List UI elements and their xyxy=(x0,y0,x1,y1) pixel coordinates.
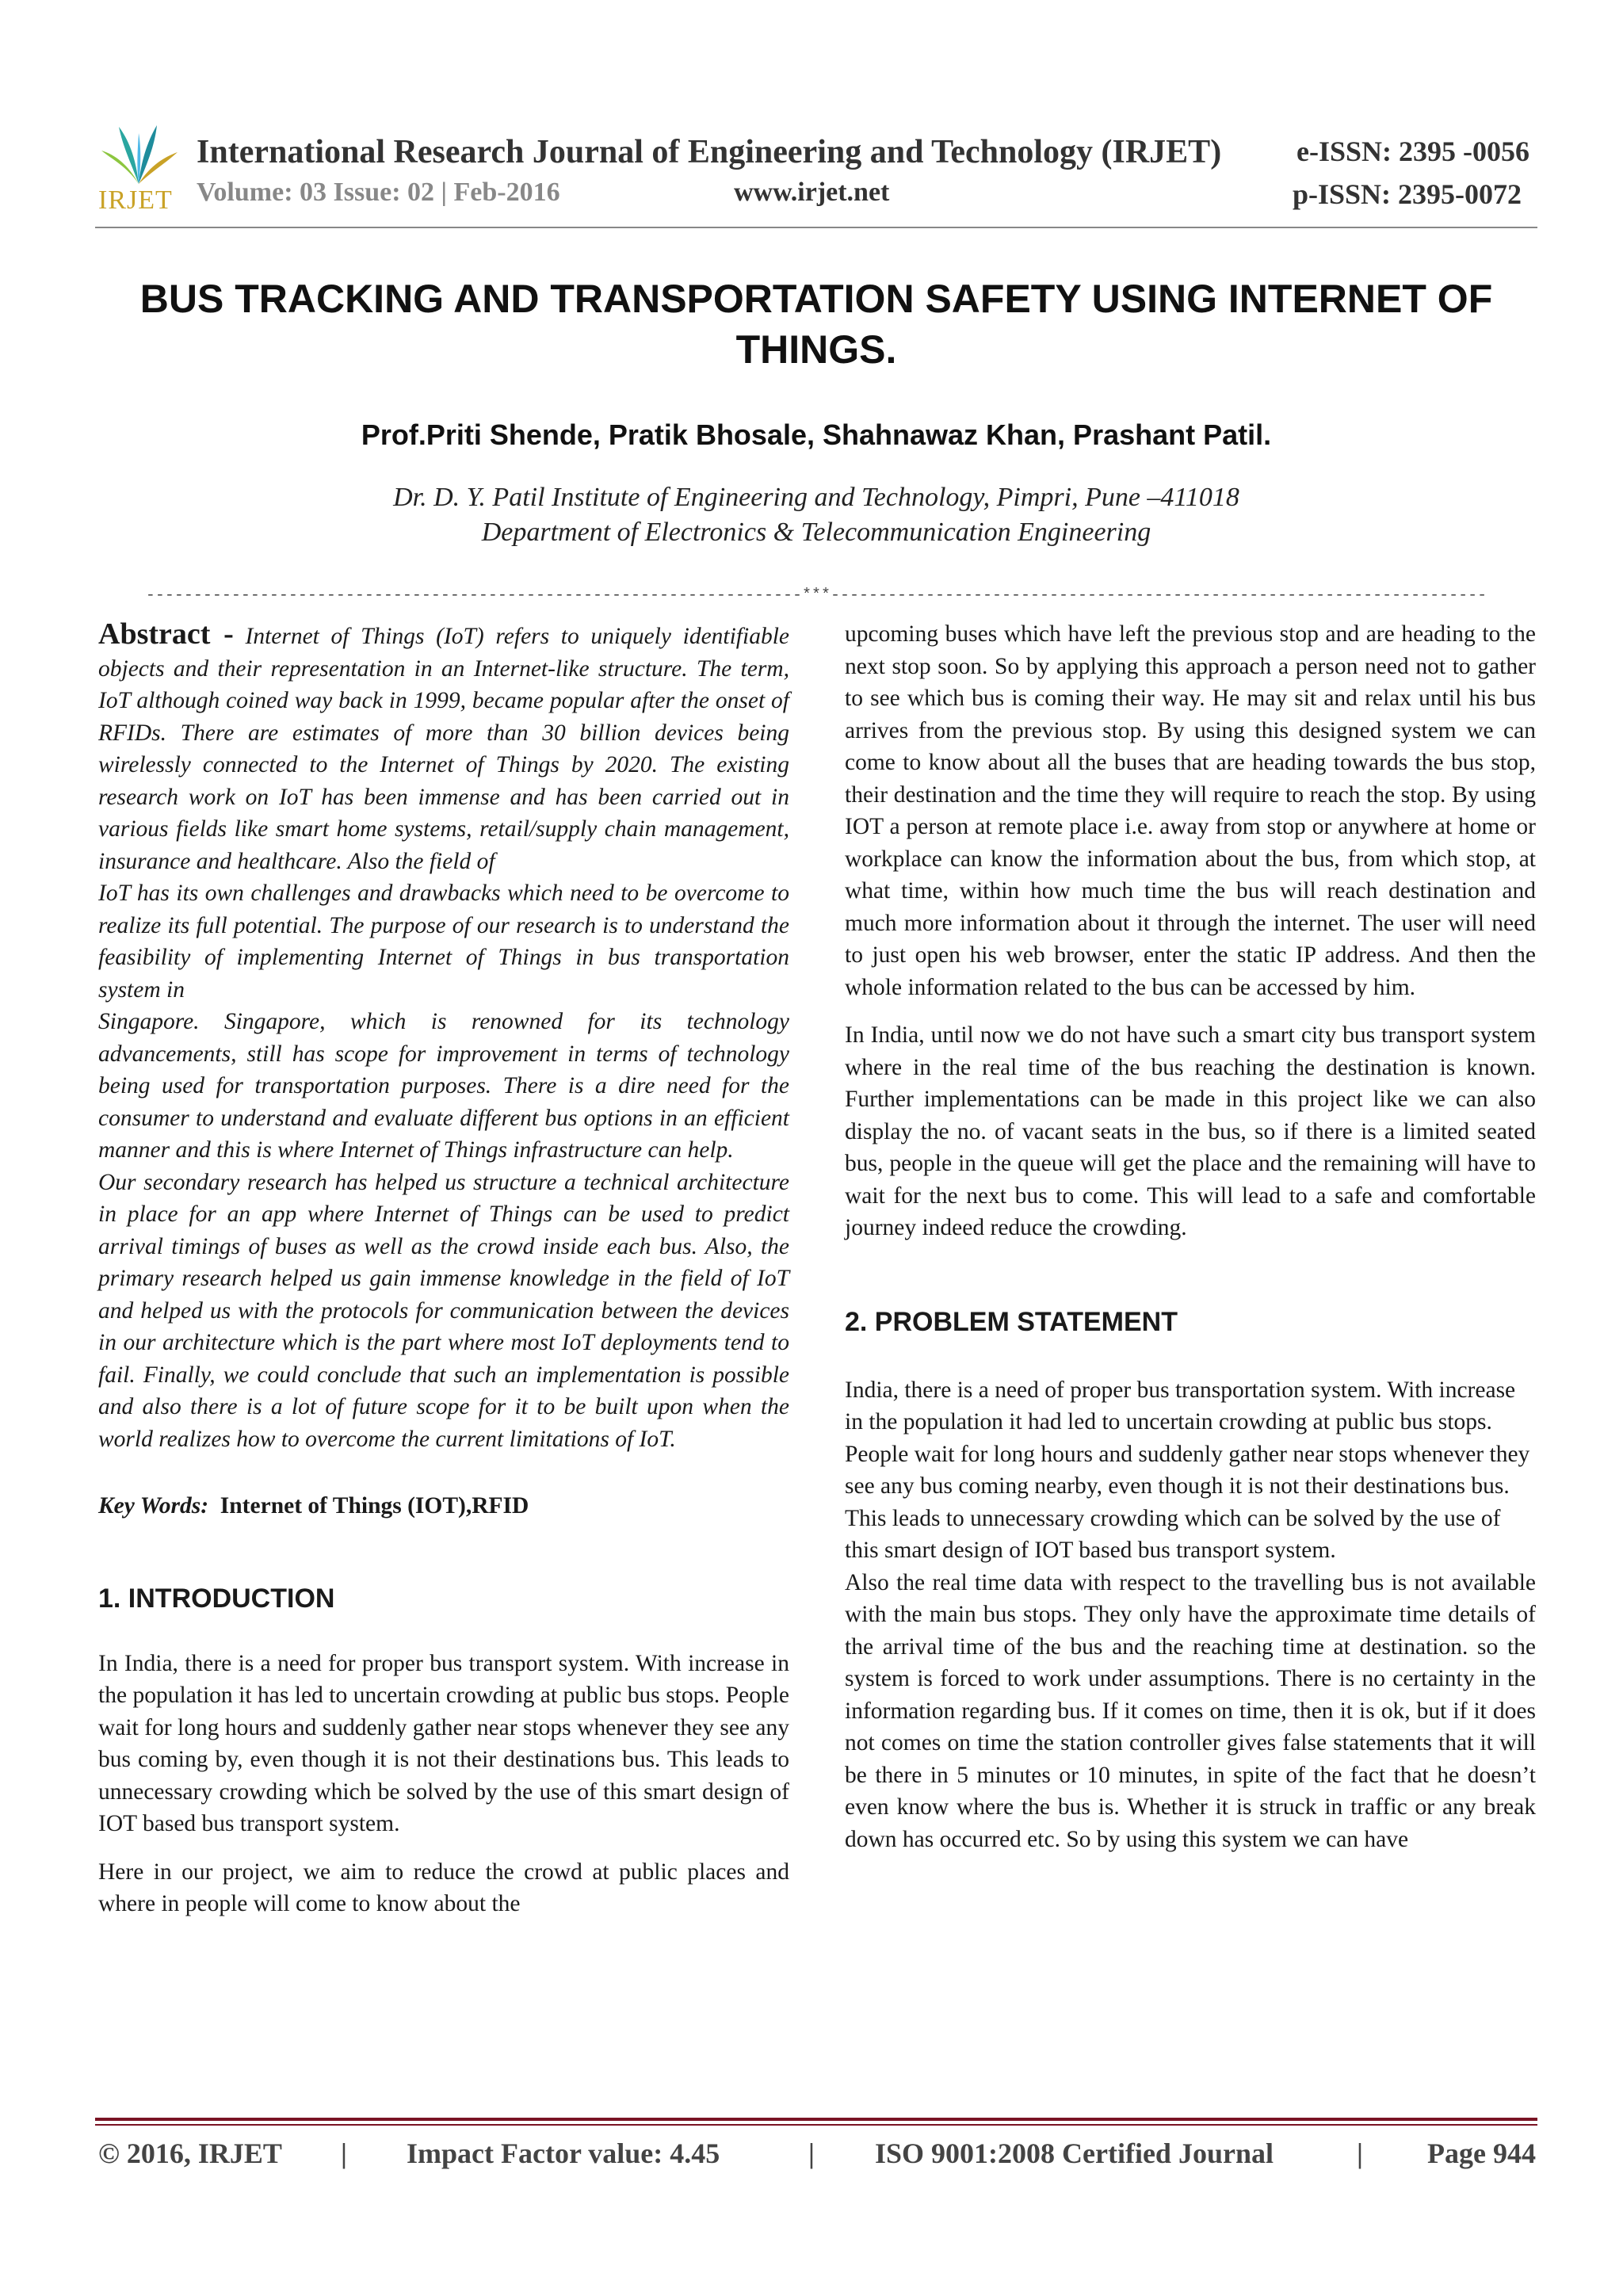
journal-title: International Research Journal of Engineering and Technology (IRJET) xyxy=(197,134,1222,170)
eissn: e-ISSN: 2395 -0056 xyxy=(1296,136,1529,167)
footer-impact-factor: Impact Factor value: 4.45 xyxy=(407,2137,720,2169)
paper-affiliation xyxy=(95,480,1537,550)
logo-text: IRJET xyxy=(98,185,173,215)
problem-statement-heading: 2. PROBLEM STATEMENT xyxy=(845,1306,1178,1337)
introduction-paragraph-3: upcoming buses which have left the previous stop and are heading to the next stop soon. So by applying this approach a person need not to gather to see which bus is coming their way. He may sit and relax until his bus arrives from the previous stop. By using this designed system we can come to know about all the buses that are heading towards the bus stop, their destination and the time they will require to reach the stop. By using IOT a person at remote place i.e. away from stop or anywhere at home or workplace can know the information about the bus, from which stop, at what time, within how much time the bus will reach destination and much more information about it through the internet. The user will need to just open his web browser, enter the static IP address. And then the whole information related to the bus can be accessed by him. xyxy=(845,621,1536,1000)
abstract-block xyxy=(98,618,789,877)
right-column xyxy=(845,618,1536,1855)
paper-title xyxy=(95,273,1537,375)
journal-website[interactable]: www.irjet.net xyxy=(734,178,890,207)
pissn: p-ISSN: 2395-0072 xyxy=(1292,178,1522,210)
problem-paragraph-2: Also the real time data with respect to the travelling bus is not available with the main bus stops. They only have the approximate time details of the arrival time of the bus and the reaching time at destination. so the system is forced to work under assumptions. There is no certainty in the information regarding bus. If it comes on time, then it is ok, but if it does not comes on time the station controller gives false statements that it will be there in 5 minutes or 10 minutes, in spite of the fact that he doesn’t even know where the bus is. Whether it is struck in traffic or any break down has occurred etc. So by using this system we can have xyxy=(845,1569,1536,1852)
introduction-heading: 1. INTRODUCTION xyxy=(98,1583,335,1614)
footer-separator-1: | xyxy=(341,2137,347,2169)
abstract-paragraph-2: IoT has its own challenges and drawbacks which need to be overcome to realize its full potential. The purpose of our research is to understand the feasibility of implementing Internet of Things in bus transportation system in xyxy=(98,881,789,1003)
keywords-line xyxy=(98,1490,789,1522)
volume-issue: Volume: 03 Issue: 02 | Feb-2016 xyxy=(197,178,560,207)
footer-page-number: Page 944 xyxy=(1427,2137,1536,2169)
abstract-label: Abstract - xyxy=(98,617,234,651)
introduction-paragraph-4: In India, until now we do not have such a smart city bus transport system where in the real time of the bus reaching the destination is known. Further implementations can be made in this project like we can also display the no. of vacant seats in the bus, so if there is a limited seated bus, people in the queue will get the place and the remaining will have to wait for the next bus to come. This will lead to a safe and comfortable journey indeed reduce the crowding. xyxy=(845,1022,1536,1240)
irjet-logo-mark xyxy=(95,119,182,190)
title-line-1: BUS TRACKING AND TRANSPORTATION SAFETY USING INTERNET OF xyxy=(139,277,1493,321)
abstract-paragraph-4: Our secondary research has helped us structure a technical architecture in place for an app where Internet of Things can be used to predict arrival timings of buses as well as the crowd inside each bus. Also, the primary research helped us gain immense knowledge in the field of IoT and helped us with the protocols for communication between the devices in our architecture which is the part where most IoT deployments tend to fail. Finally, we could conclude that such an implementation is possible and also there is a lot of future scope for it to be built upon when the world realizes how to overcome the current limitations of IoT. xyxy=(98,1169,789,1452)
footer-iso: ISO 9001:2008 Certified Journal xyxy=(875,2137,1274,2169)
irjet-logo xyxy=(95,119,182,222)
affiliation-line-1: Dr. D. Y. Patil Institute of Engineering and Technology, Pimpri, Pune –411018 xyxy=(393,483,1239,512)
keywords-value: Internet of Things (IOT),RFID xyxy=(220,1493,529,1519)
footer-separator-3: | xyxy=(1357,2137,1363,2169)
keywords-label: Key Words xyxy=(98,1493,201,1519)
problem-paragraph-1: India, there is a need of proper bus transportation system. With increase in the population it had led to uncertain crowding at public bus stops. People wait for long hours and suddenly gather near stops whenever they see any bus coming nearby, even though it is not their destinations bus. This leads to unnecessary crowding which can be solved by the use of this smart design of IOT based bus transport system. xyxy=(845,1377,1530,1563)
page-footer xyxy=(95,2137,1537,2176)
page-header xyxy=(95,119,1537,230)
header-rule xyxy=(95,227,1537,228)
footer-rule-thin xyxy=(95,2124,1537,2126)
footer-copyright: © 2016, IRJET xyxy=(98,2137,282,2169)
section-separator: ---------------------------------------------------------------------***--------------------------------------------------------------------- xyxy=(145,586,1487,605)
introduction-paragraph-1: In India, there is a need for proper bus transport system. With increase in the population it has led to uncertain crowding at public bus stops. People wait for long hours and suddenly gather near stops whenever they see any bus coming by, even though it is not their destinations bus. This leads to unnecessary crowding which be solved by the use of this smart design of IOT based bus transport system. xyxy=(98,1650,789,1836)
left-column xyxy=(98,618,789,1920)
introduction-paragraph-2: Here in our project, we aim to reduce the crowd at public places and where in people will come to know about the xyxy=(98,1859,789,1916)
paper-authors: Prof.Priti Shende, Pratik Bhosale, Shahnawaz Khan, Prashant Patil. xyxy=(361,418,1272,451)
abstract-paragraph-3: Singapore. Singapore, which is renowned for its technology advancements, still has scope for improvement in terms of technology being used for transportation purposes. There is a dire need for the consumer to understand and evaluate different bus options in an efficient manner and this is where Internet of Things infrastructure can help. xyxy=(98,1009,789,1163)
affiliation-line-2: Department of Electronics & Telecommunication Engineering xyxy=(481,518,1151,547)
abstract-paragraph-1: Internet of Things (IoT) refers to uniquely identifiable objects and their representation in an Internet-like structure. The term, IoT although coined way back in 1999, became popular after the onset of RFIDs. There are estimates of more than 30 billion devices being wirelessly connected to the Internet of Things by 2020. The existing research work on IoT has been immense and has been carried out in various fields like smart home systems, retail/supply chain management, insurance and healthcare. Also the field of xyxy=(98,624,789,874)
footer-rule-thick xyxy=(95,2118,1537,2121)
title-line-2: THINGS. xyxy=(735,327,897,372)
keywords-colon: : xyxy=(200,1493,209,1519)
footer-separator-2: | xyxy=(808,2137,815,2169)
